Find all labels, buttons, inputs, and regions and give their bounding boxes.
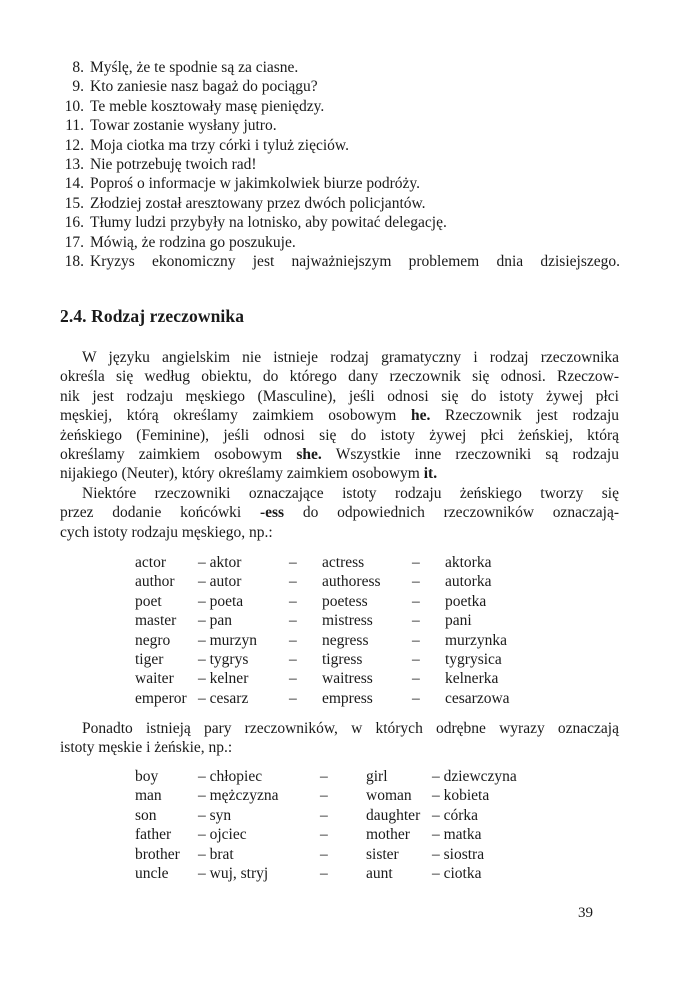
feminine-english: actress	[322, 554, 365, 571]
paragraph-line	[60, 464, 619, 483]
feminine-polish: poetka	[445, 592, 487, 610]
feminine-english: woman	[366, 787, 412, 805]
item-text: Te meble kosztowały masę pieniędzy.	[90, 97, 325, 115]
feminine-english: mistress	[322, 612, 373, 630]
list-item	[60, 97, 620, 116]
masculine-polish: – cesarz	[198, 689, 249, 707]
table-row	[135, 845, 532, 864]
feminine-polish: – dziewczyna	[432, 768, 517, 785]
masculine-english: master	[135, 612, 177, 630]
item-text: Kto zaniesie nasz bagaż do pociągu?	[90, 78, 318, 96]
feminine-english: poetess	[322, 592, 368, 610]
item-number: 12.	[64, 136, 84, 154]
page-number: 39	[578, 905, 593, 921]
paragraph-line: nik jest rodzaju męskiego (Masculine), jeśli odnosi się do istoty żywej płci	[60, 387, 619, 405]
masculine-english: father	[135, 826, 172, 844]
list-item	[60, 213, 620, 232]
masculine-polish: – pan	[198, 612, 233, 630]
feminine-polish: – matka	[432, 826, 482, 844]
dash: –	[289, 651, 297, 669]
table-row	[135, 767, 532, 786]
masculine-english: emperor	[135, 689, 187, 707]
feminine-polish: – kobieta	[432, 787, 490, 805]
feminine-polish: – siostra	[432, 845, 485, 863]
masculine-polish: – aktor	[198, 554, 242, 571]
dash: –	[412, 554, 420, 571]
item-text: Poproś o informacje w jakimkolwiek biurze podróży.	[90, 175, 421, 193]
dash: –	[320, 787, 328, 805]
paragraph-line	[60, 406, 619, 425]
bold-pronoun-he: he.	[411, 407, 431, 425]
paragraph-line: żeńskiego (Feminine), jeśli odnosi się do istoty żywej płci żeńskiej, którą	[60, 426, 619, 444]
feminine-polish: – córka	[432, 806, 479, 824]
feminine-english: mother	[366, 826, 410, 844]
feminine-english: girl	[366, 768, 388, 785]
paragraph-ess-suffix	[60, 484, 619, 542]
bold-pronoun-it: it.	[423, 465, 438, 483]
feminine-english: daughter	[366, 806, 421, 824]
dash: –	[412, 592, 420, 610]
item-number: 11.	[65, 117, 84, 135]
dash: –	[320, 768, 328, 785]
masculine-polish: – murzyn	[198, 631, 257, 649]
text-segment: do odpowiednich rzeczowników oznaczają-	[302, 504, 620, 522]
table-row	[135, 689, 525, 708]
dash: –	[412, 651, 420, 669]
item-number: 14.	[64, 175, 84, 193]
dash: –	[320, 865, 328, 883]
dash: –	[412, 670, 420, 688]
dash: –	[412, 573, 420, 591]
feminine-polish: tygrysica	[445, 651, 502, 669]
feminine-english: negress	[322, 631, 369, 649]
masculine-english: boy	[135, 768, 159, 785]
masculine-english: brother	[135, 845, 180, 863]
table-row	[135, 864, 532, 883]
masculine-polish: – poeta	[198, 592, 244, 610]
feminine-english: waitress	[322, 670, 373, 688]
paragraph-line	[60, 445, 619, 464]
dash: –	[289, 612, 297, 630]
item-number: 9.	[72, 78, 84, 96]
dash: –	[320, 806, 328, 824]
masculine-polish: – mężczyzna	[198, 787, 279, 805]
list-item	[60, 155, 620, 174]
item-number: 8.	[72, 59, 84, 76]
item-number: 13.	[64, 156, 84, 174]
feminine-english: empress	[322, 689, 373, 707]
list-item	[60, 174, 620, 193]
paragraph-line: Niektóre rzeczowniki oznaczające istoty rodzaju żeńskiego tworzy się	[82, 485, 619, 502]
masculine-english: negro	[135, 631, 171, 649]
item-text: Tłumy ludzi przybyły na lotnisko, aby powitać delegację.	[90, 214, 447, 232]
table-row	[135, 806, 532, 825]
paragraph-line: cych istoty rodzaju męskiego, np.:	[60, 523, 273, 541]
table-row	[135, 650, 525, 669]
item-text: Złodziej został aresztowany przez dwóch policjantów.	[90, 194, 426, 212]
item-text: Moja ciotka ma trzy córki i tyluż zięciów.	[90, 136, 349, 154]
feminine-polish: kelnerka	[445, 670, 499, 688]
masculine-english: actor	[135, 554, 166, 571]
feminine-polish: cesarzowa	[445, 689, 510, 707]
feminine-polish: autorka	[445, 573, 492, 591]
masculine-english: man	[135, 787, 162, 805]
feminine-polish: – ciotka	[432, 865, 482, 883]
dash: –	[320, 826, 328, 844]
text-segment: męskiej, którą określamy zaimkiem osobowym	[60, 407, 397, 425]
masculine-english: poet	[135, 592, 162, 610]
item-number: 15.	[64, 194, 84, 212]
dash: –	[289, 554, 297, 571]
text-segment: nijakiego (Neuter), który określamy zaimkiem osobowym	[60, 465, 420, 483]
paragraph-line: W języku angielskim nie istnieje rodzaj gramatyczny i rodzaj rzeczownika	[82, 349, 619, 366]
text-segment: określamy zaimkiem osobowym	[60, 446, 283, 464]
item-text: Nie potrzebuję twoich rad!	[90, 156, 257, 174]
paragraph-noun-gender	[60, 348, 619, 484]
dash: –	[289, 689, 297, 707]
list-item	[60, 58, 620, 77]
table-row	[135, 611, 525, 630]
dash: –	[320, 845, 328, 863]
feminine-polish: aktorka	[445, 554, 492, 571]
text-segment: Wszystkie inne rzeczowniki są rodzaju	[335, 446, 619, 464]
paragraph-line	[60, 503, 619, 522]
exercise-sentence-list	[60, 58, 620, 271]
table-row	[135, 631, 525, 650]
dash: –	[289, 670, 297, 688]
masculine-polish: – autor	[198, 573, 242, 591]
list-item	[60, 116, 620, 135]
dash: –	[289, 573, 297, 591]
list-item	[60, 136, 620, 155]
bold-pronoun-she: she.	[296, 446, 322, 464]
feminine-english: tigress	[322, 651, 363, 669]
table-row	[135, 553, 525, 572]
table-row	[135, 592, 525, 611]
feminine-english: aunt	[366, 865, 393, 883]
table-row	[135, 572, 525, 591]
item-number: 10.	[64, 97, 84, 115]
bold-suffix-ess: -ess	[259, 504, 285, 522]
feminine-polish: pani	[445, 612, 472, 630]
item-text: Kryzys ekonomiczny jest najważniejszym problemem dnia dzisiejszego.	[90, 253, 620, 271]
table-row	[135, 786, 532, 805]
masculine-english: author	[135, 573, 175, 591]
ess-suffix-table	[135, 553, 525, 708]
masculine-english: waiter	[135, 670, 174, 688]
paragraph-line: określa się według obiektu, do którego dany rzeczownik się odnosi. Rzeczow-	[60, 368, 619, 386]
feminine-english: sister	[366, 845, 399, 863]
list-item	[60, 194, 620, 213]
item-number: 18.	[64, 253, 84, 271]
masculine-polish: – syn	[198, 806, 232, 824]
item-number: 16.	[64, 214, 84, 232]
feminine-english: authoress	[322, 573, 381, 591]
feminine-polish: murzynka	[445, 631, 507, 649]
masculine-english: tiger	[135, 651, 164, 669]
dash: –	[289, 631, 297, 649]
dash: –	[289, 592, 297, 610]
list-item	[60, 233, 620, 252]
paragraph-line: istoty męskie i żeńskie, np.:	[60, 739, 233, 757]
masculine-english: son	[135, 806, 157, 824]
masculine-polish: – wuj, stryj	[198, 865, 269, 883]
masculine-english: uncle	[135, 865, 169, 883]
list-item	[60, 77, 620, 96]
text-segment: przez dodanie końcówki	[60, 504, 242, 522]
masculine-polish: – kelner	[198, 670, 249, 688]
paragraph-word-pairs	[60, 719, 619, 758]
masculine-polish: – tygrys	[198, 651, 249, 669]
masculine-polish: – ojciec	[198, 826, 247, 844]
masculine-polish: – brat	[198, 845, 234, 863]
dash: –	[412, 612, 420, 630]
item-text: Myślę, że te spodnie są za ciasne.	[90, 59, 299, 76]
paragraph-line: Ponadto istnieją pary rzeczowników, w których odrębne wyrazy oznaczają	[82, 720, 619, 737]
masculine-polish: – chłopiec	[198, 768, 263, 785]
table-row	[135, 825, 532, 844]
item-text: Mówią, że rodzina go poszukuje.	[90, 233, 296, 251]
table-row	[135, 669, 525, 688]
dash: –	[412, 631, 420, 649]
item-text: Towar zostanie wysłany jutro.	[90, 117, 277, 135]
text-segment: Rzeczownik jest rodzaju	[445, 407, 619, 425]
list-item	[60, 252, 620, 271]
section-heading: 2.4. Rodzaj rzeczownika	[60, 306, 245, 326]
item-number: 17.	[64, 233, 84, 251]
word-pairs-table	[135, 767, 532, 883]
dash: –	[412, 689, 420, 707]
